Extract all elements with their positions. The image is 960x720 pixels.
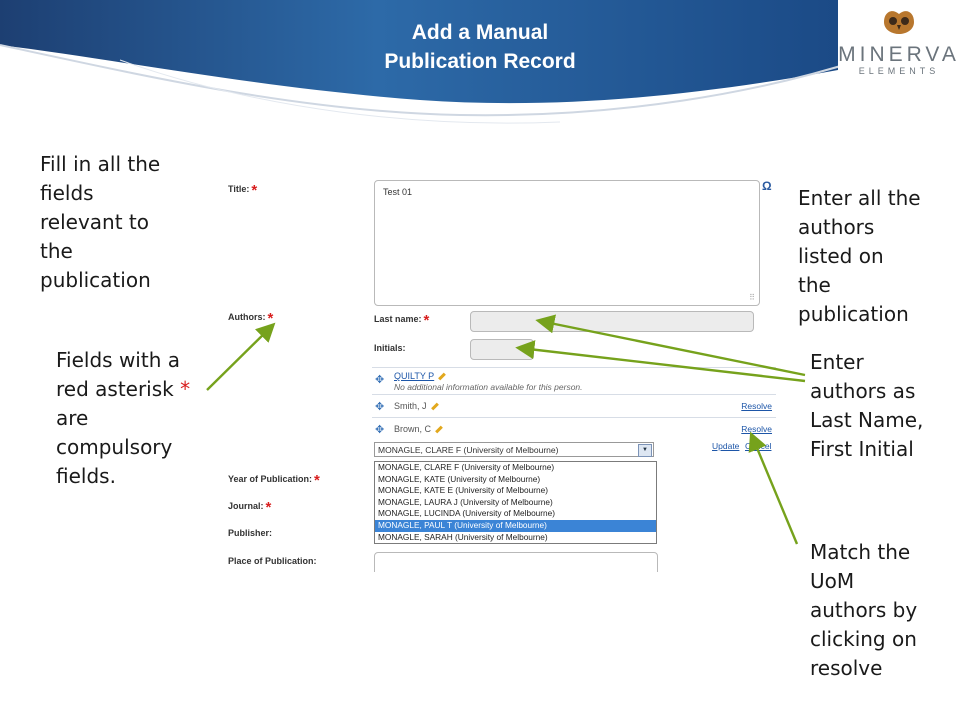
pencil-icon[interactable]: [438, 373, 446, 381]
note-line: authors by: [810, 598, 918, 622]
resolve-link[interactable]: Resolve: [741, 401, 772, 411]
dropdown-option[interactable]: MONAGLE, LAURA J (University of Melbourne): [378, 496, 553, 507]
label-text: Last name:: [374, 314, 422, 324]
dropdown-option-highlighted[interactable]: MONAGLE, PAUL T (University of Melbourne): [375, 520, 656, 532]
note-match: [810, 538, 917, 683]
note-line: fields.: [56, 464, 116, 488]
year-label: [228, 472, 320, 489]
dropdown-option[interactable]: MONAGLE, LUCINDA (University of Melbourne): [378, 508, 556, 519]
note-asterisk: [56, 346, 190, 491]
note-line: authors as: [810, 379, 916, 403]
special-characters-icon[interactable]: Ω: [762, 179, 772, 193]
required-mark: *: [251, 182, 258, 199]
author-match-dropdown[interactable]: [374, 461, 657, 544]
logo-wordmark: MINERVA: [838, 43, 960, 66]
note-line: authors: [798, 215, 875, 239]
label-text: Authors:: [228, 312, 266, 322]
label-text: Year of Publication:: [228, 474, 313, 484]
author-row: [372, 417, 776, 440]
logo-subtitle: ELEMENTS: [858, 66, 940, 76]
journal-label: [228, 499, 271, 516]
publication-form-screenshot: [222, 176, 780, 572]
pencil-icon[interactable]: [431, 403, 439, 411]
note-line: UoM: [810, 569, 855, 593]
update-link[interactable]: Update: [712, 441, 740, 451]
note-line: publication: [798, 302, 909, 326]
cancel-link[interactable]: Cancel: [745, 441, 772, 451]
chevron-down-icon[interactable]: ▼: [638, 444, 652, 457]
note-line: Fields with a: [56, 348, 180, 372]
move-icon[interactable]: ✥: [375, 424, 385, 436]
note-fill-in: [40, 150, 160, 295]
dropdown-option[interactable]: MONAGLE, KATE (University of Melbourne): [378, 473, 541, 484]
author-row: [372, 394, 776, 417]
note-line: are: [56, 406, 89, 430]
dropdown-option[interactable]: MONAGLE, KATE E (University of Melbourne): [378, 485, 548, 496]
author-name[interactable]: [394, 371, 446, 381]
note-line: listed on: [798, 244, 884, 268]
move-icon[interactable]: ✥: [375, 401, 385, 413]
note-line: the: [798, 273, 831, 297]
slide-title: [300, 18, 660, 76]
required-mark: *: [423, 312, 430, 329]
place-label: Place of Publication:: [228, 556, 317, 566]
authors-label: [228, 310, 273, 327]
note-line: First Initial: [810, 437, 914, 461]
note-line: clicking on: [810, 627, 917, 651]
author-name-text: Smith, J: [394, 401, 427, 411]
title-textarea[interactable]: [374, 180, 760, 306]
author-note: No additional information available for this person.: [394, 382, 583, 392]
note-line: Fill in all the: [40, 152, 161, 176]
slide-title-line1: Add a Manual: [411, 21, 549, 44]
title-value: Test 01: [383, 187, 413, 197]
title-label: [228, 182, 257, 199]
resize-handle-icon[interactable]: ⠿: [749, 293, 755, 302]
required-mark: *: [265, 499, 272, 516]
note-line: Match the: [810, 540, 911, 564]
initials-input[interactable]: [470, 339, 534, 360]
dropdown-option[interactable]: MONAGLE, CLARE F (University of Melbourne): [378, 462, 555, 472]
note-line: Last Name,: [810, 408, 924, 432]
pencil-icon[interactable]: [435, 426, 443, 434]
dropdown-option[interactable]: MONAGLE, SARAH (University of Melbourne): [378, 531, 548, 542]
resolve-link[interactable]: Resolve: [741, 424, 772, 434]
author-name: [394, 401, 439, 411]
note-line: relevant to: [40, 210, 149, 234]
move-icon[interactable]: ✥: [375, 374, 385, 386]
note-line: Enter: [810, 350, 864, 374]
slide-title-line2: Publication Record: [384, 50, 576, 73]
note-line: Enter all the: [798, 186, 921, 210]
required-mark: *: [314, 472, 320, 489]
author-name-text: Brown, C: [394, 424, 432, 434]
note-line: the: [40, 239, 73, 263]
note-enter-as: [810, 348, 923, 464]
owl-icon: [878, 6, 920, 36]
author-name-text: QUILTY P: [394, 371, 435, 381]
note-line: red asterisk: [56, 377, 174, 401]
note-line: compulsory: [56, 435, 173, 459]
minerva-logo: [838, 0, 960, 82]
asterisk-symbol: *: [180, 377, 191, 401]
publisher-label: Publisher:: [228, 528, 273, 538]
selected-match-text: MONAGLE, CLARE F (University of Melbourne): [378, 445, 559, 455]
author-name: [394, 424, 443, 434]
note-line: publication: [40, 268, 151, 292]
required-mark: *: [267, 310, 274, 327]
note-line: resolve: [810, 656, 883, 680]
place-input[interactable]: [374, 552, 658, 572]
label-text: Title:: [228, 184, 250, 194]
last-name-label: [374, 312, 429, 329]
author-match-select[interactable]: [374, 442, 654, 457]
label-text: Journal:: [228, 501, 264, 511]
initials-label: Initials:: [374, 343, 406, 353]
author-row: [372, 367, 776, 394]
note-line: fields: [40, 181, 94, 205]
note-enter-all: [798, 184, 921, 329]
last-name-input[interactable]: [470, 311, 754, 332]
